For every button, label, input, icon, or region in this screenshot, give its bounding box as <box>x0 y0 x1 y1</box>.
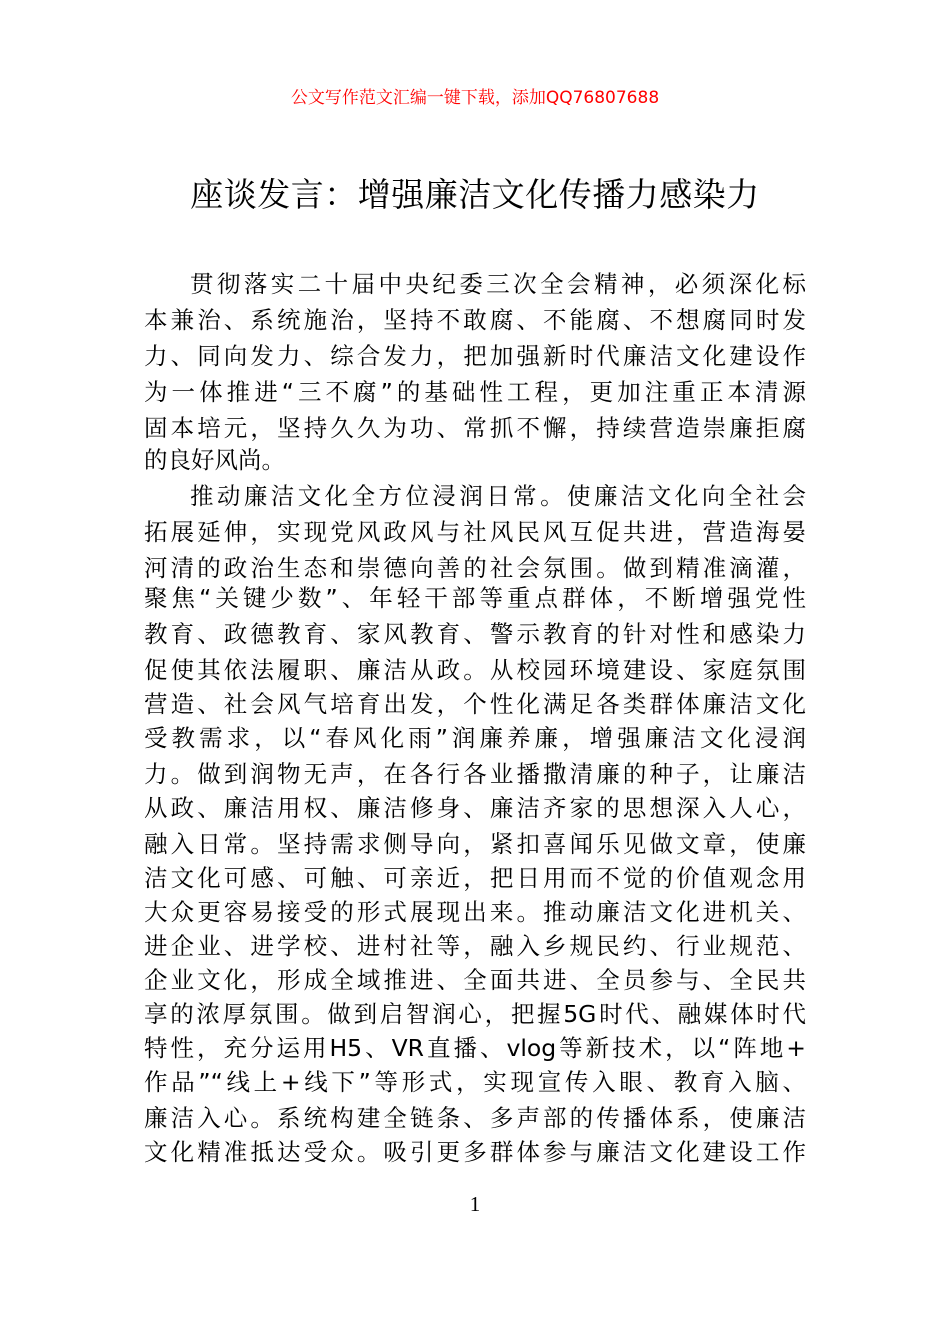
paragraph-2-line-18: 作品”“线上+线下”等形式，实现宣传入眼、教育入脑、 <box>144 1068 806 1096</box>
paragraph-1-line-4: 为一体推进“三不腐”的基础性工程，更加注重正本清源 <box>144 378 806 406</box>
download-notice: 公文写作范文汇编一键下载，添加QQ76807688 <box>290 88 660 108</box>
paragraph-1-line-5: 固本培元，坚持久久为功、常抓不懈，持续营造崇廉拒腐 <box>144 414 806 442</box>
paragraph-2-line-14: 进企业、进学校、进村社等，融入乡规民约、行业规范、 <box>144 932 806 960</box>
paragraph-2-line-17: 特性，充分运用H5、VR直播、vlog等新技术，以“阵地+ <box>144 1034 806 1062</box>
paragraph-2-line-6: 促使其依法履职、廉洁从政。从校园环境建设、家庭氛围 <box>144 656 806 684</box>
paragraph-1-line-6: 的良好风尚。 <box>144 446 285 474</box>
document-title: 座谈发言：增强廉洁文化传播力感染力 <box>190 175 760 214</box>
paragraph-2-line-4: 聚焦“关键少数”、年轻干部等重点群体，不断增强党性 <box>144 584 806 612</box>
page-number: 1 <box>469 1192 481 1216</box>
paragraph-2-line-3: 河清的政治生态和崇德向善的社会氛围。做到精准滴灌， <box>144 554 806 582</box>
paragraph-2-line-8: 受教需求，以“春风化雨”润廉养廉，增强廉洁文化浸润 <box>144 724 806 752</box>
paragraph-2-line-7: 营造、社会风气培育出发，个性化满足各类群体廉洁文化 <box>144 690 806 718</box>
paragraph-2-line-15: 企业文化，形成全域推进、全面共进、全员参与、全民共 <box>144 966 806 994</box>
paragraph-1-line-2: 本兼治、系统施治，坚持不敢腐、不能腐、不想腐同时发 <box>144 306 806 334</box>
paragraph-1-line-1: 贯彻落实二十届中央纪委三次全会精神，必须深化标 <box>190 270 806 298</box>
paragraph-2-line-20: 文化精准抵达受众。吸引更多群体参与廉洁文化建设工作 <box>144 1138 806 1166</box>
paragraph-2-line-10: 从政、廉洁用权、廉洁修身、廉洁齐家的思想深入人心， <box>144 794 806 822</box>
paragraph-2-line-2: 拓展延伸，实现党风政风与社风民风互促共进，营造海晏 <box>144 518 806 546</box>
paragraph-2-line-5: 教育、政德教育、家风教育、警示教育的针对性和感染力 <box>144 620 806 648</box>
paragraph-2-line-19: 廉洁入心。系统构建全链条、多声部的传播体系，使廉洁 <box>144 1104 806 1132</box>
paragraph-2-line-16: 享的浓厚氛围。做到启智润心，把握5G时代、融媒体时代 <box>144 1000 806 1028</box>
paragraph-2-line-13: 大众更容易接受的形式展现出来。推动廉洁文化进机关、 <box>144 898 806 926</box>
paragraph-2-line-1: 推动廉洁文化全方位浸润日常。使廉洁文化向全社会 <box>190 482 806 510</box>
paragraph-2-line-12: 洁文化可感、可触、可亲近，把日用而不觉的价值观念用 <box>144 864 806 892</box>
paragraph-2-line-11: 融入日常。坚持需求侧导向，紧扣喜闻乐见做文章，使廉 <box>144 830 806 858</box>
paragraph-2-line-9: 力。做到润物无声，在各行各业播撒清廉的种子，让廉洁 <box>144 760 806 788</box>
paragraph-1-line-3: 力、同向发力、综合发力，把加强新时代廉洁文化建设作 <box>144 342 806 370</box>
